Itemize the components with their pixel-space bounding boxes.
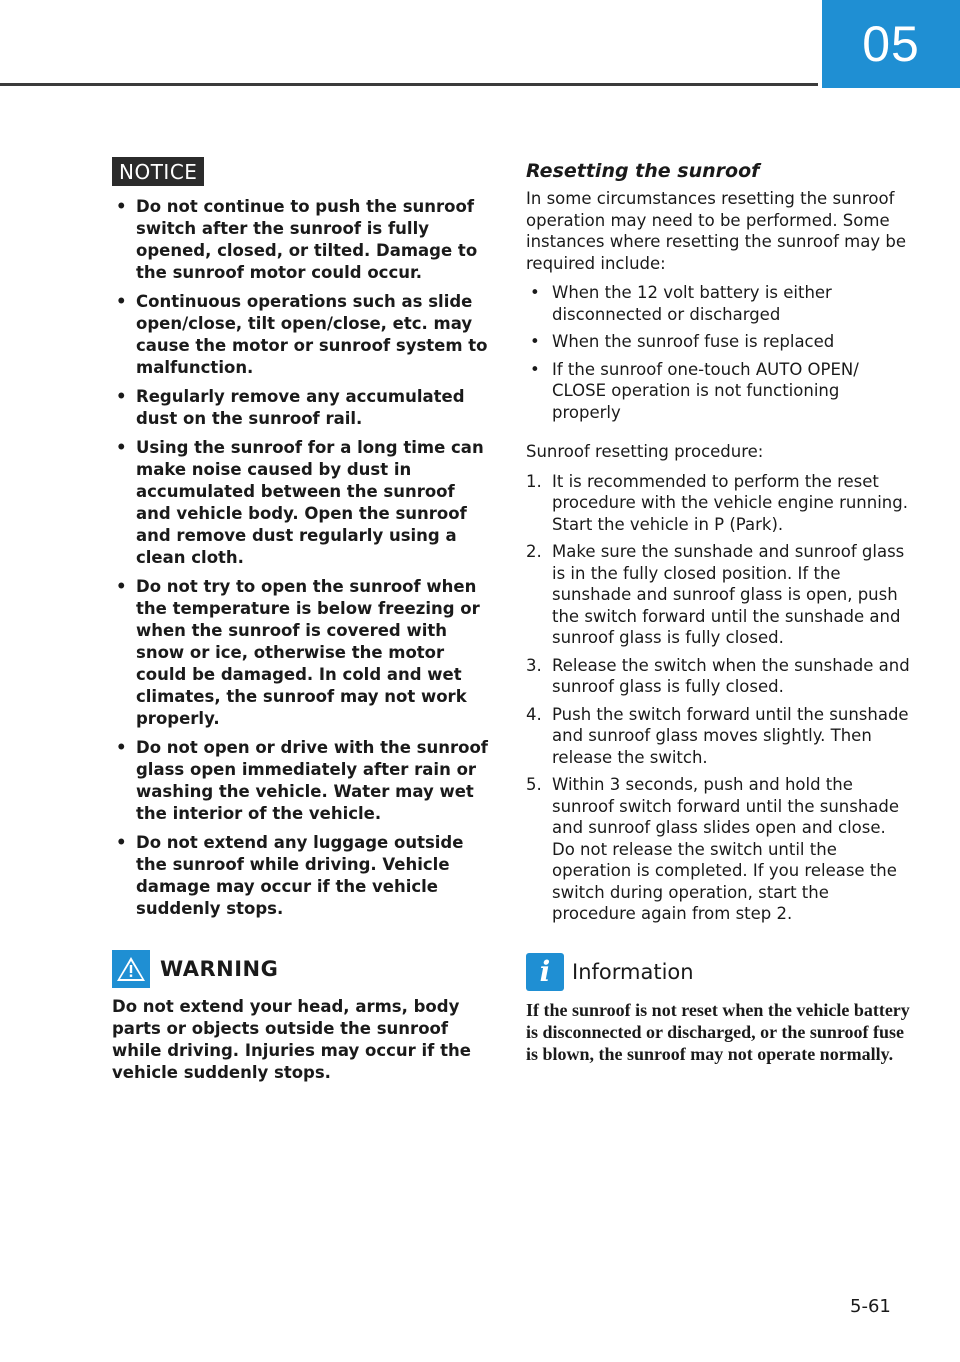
- step-item: [526, 704, 910, 769]
- reset-intro: In some circumstances resetting the sunroof operation may need to be performed. Some instances where resetting the sunroof may be required include:: [526, 189, 906, 273]
- information-text: If the sunroof is not reset when the vehicle battery is disconnected or discharged, or the sunroof fuse is blown, the sunroof may not operate normally.: [526, 999, 910, 1064]
- step-item: [526, 774, 910, 925]
- page-number: 5-61: [850, 1296, 891, 1317]
- info-icon: i: [526, 953, 564, 991]
- step-number: 1.: [526, 471, 542, 491]
- header-rule: [0, 83, 818, 86]
- step-text: Push the switch forward until the sunshade and sunroof glass moves slightly. Then release the switch.: [552, 704, 909, 767]
- reset-cases-list: [526, 282, 910, 423]
- list-item: • Using the sunroof for a long time can make noise caused by dust in accumulated between the sunroof and vehicle body. Open the sunroof and remove dust regularly using a clean cloth.: [112, 437, 492, 569]
- step-text: Within 3 seconds, push and hold the sunroof switch forward until the sunshade and sunroof glass slides open and close. Do not release the switch until the operation is completed. If you release the switch during operation, start the procedure again from step 2.: [552, 775, 900, 923]
- list-item: • Do not extend any luggage outside the sunroof while driving. Vehicle damage may occur if the vehicle suddenly stops.: [112, 832, 492, 920]
- step-item: [526, 541, 910, 649]
- list-item: • When the 12 volt battery is either disconnected or discharged: [526, 282, 910, 325]
- warning-title: WARNING: [160, 957, 279, 981]
- step-number: 3.: [526, 655, 542, 675]
- list-item: • Continuous operations such as slide open/close, tilt open/close, etc. may cause the motor or sunroof system to malfunction.: [112, 291, 492, 379]
- step-number: 4.: [526, 704, 542, 724]
- chapter-number: 05: [822, 0, 960, 88]
- procedure-steps: [526, 471, 910, 925]
- list-item: • Do not continue to push the sunroof switch after the sunroof is fully opened, closed, or tilted. Damage to the sunroof motor could occur.: [112, 196, 492, 284]
- list-item: • When the sunroof fuse is replaced: [526, 331, 910, 353]
- warning-header: [112, 950, 492, 988]
- information-header: [526, 953, 910, 991]
- notice-badge: NOTICE: [112, 157, 204, 186]
- list-item: • If the sunroof one-touch AUTO OPEN/ CLOSE operation is not functioning properly: [526, 359, 910, 424]
- list-item: • Do not open or drive with the sunroof glass open immediately after rain or washing the vehicle. Water may wet the interior of the vehicle.: [112, 737, 492, 825]
- information-title: Information: [572, 959, 694, 984]
- warning-text: Do not extend your head, arms, body parts or objects outside the sunroof while driving. Injuries may occur if the vehicle suddenly stops.: [112, 997, 471, 1082]
- step-number: 2.: [526, 542, 542, 561]
- list-item: • Do not try to open the sunroof when the temperature is below freezing or when the sunroof is covered with snow or ice, otherwise the motor could be damaged. In cold and wet climates, the sunroof may not work properly.: [112, 576, 492, 730]
- step-text: It is recommended to perform the reset procedure with the vehicle engine running. Start the vehicle in P (Park).: [552, 471, 908, 534]
- section-title: Resetting the sunroof: [526, 160, 760, 182]
- list-item: • Regularly remove any accumulated dust on the sunroof rail.: [112, 386, 492, 430]
- reset-column: [526, 160, 910, 1065]
- step-text: Release the switch when the sunshade and sunroof glass is fully closed.: [552, 655, 910, 696]
- warning-icon: [112, 950, 150, 988]
- step-text: Make sure the sunshade and sunroof glass is in the fully closed position. If the sunshade and sunroof glass is open, push the switch forward until the sunshade and sunroof glass is fully closed.: [552, 542, 905, 647]
- notice-list: [112, 196, 492, 920]
- step-number: 5.: [526, 775, 542, 794]
- step-item: [526, 471, 910, 536]
- procedure-label: Sunroof resetting procedure:: [526, 442, 764, 461]
- notice-column: [112, 157, 492, 1084]
- step-item: [526, 655, 910, 698]
